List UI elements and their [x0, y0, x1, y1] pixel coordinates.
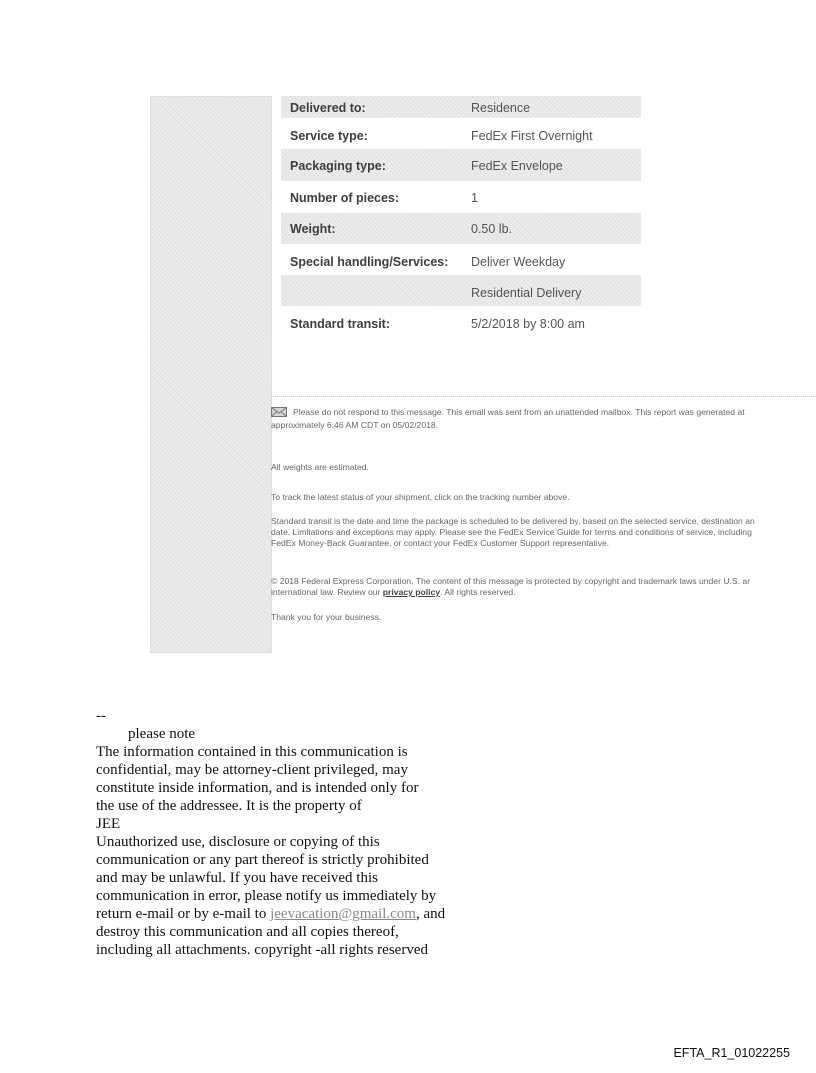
transit-line-1: Standard transit is the date and time the package is scheduled to be delivered by, based on the selected service, destination an: [271, 516, 755, 526]
confidentiality-notice: [96, 707, 496, 959]
detail-value: FedEx Envelope: [471, 159, 563, 173]
copyright-line-2: [271, 587, 816, 598]
left-shaded-column: [150, 96, 272, 653]
notice-line: communication in error, please notify us immediately by: [96, 888, 437, 904]
privacy-policy-link[interactable]: privacy policy: [382, 587, 441, 597]
detail-row-special-handling: [281, 244, 641, 275]
detail-row-standard-transit: [281, 306, 641, 338]
notice-text-2: approximately 6:46 AM CDT on 05/02/2018.: [271, 420, 439, 430]
notice-line: constitute inside information, and is intended only for: [96, 780, 419, 796]
notice-line: The information contained in this communication is: [96, 744, 408, 760]
detail-value: 5/2/2018 by 8:00 am: [471, 317, 585, 331]
email-prefix: return e-mail or by e-mail to: [96, 906, 271, 922]
detail-value: Deliver Weekday: [471, 255, 566, 269]
notice-line: Unauthorized use, disclosure or copying of this: [96, 834, 380, 850]
copyright-line-1: © 2018 Federal Express Corporation. The content of this message is protected by copyright and trademark laws under U.S. ar: [271, 576, 751, 586]
unattended-mailbox-notice: [271, 407, 816, 431]
notice-line: the use of the addressee. It is the property of: [96, 798, 362, 814]
transit-line-2: date. Limitations and exceptions may apply. Please see the FedEx Service Guide for terms and conditions of service, including: [271, 527, 752, 537]
detail-label: Service type:: [290, 129, 368, 143]
notice-line-email: [96, 905, 496, 923]
detail-label: Weight:: [290, 222, 336, 236]
detail-row-packaging-type: [281, 149, 641, 181]
detail-value: Residential Delivery: [471, 286, 582, 300]
divider: [271, 396, 816, 397]
thank-you-note: Thank you for your business.: [271, 612, 382, 622]
detail-value: Residence: [471, 101, 531, 115]
shipment-details-table: [281, 96, 641, 338]
notice-text-1: Please do not respond to this message. This email was sent from an unattended mailbox. This report was generated at: [293, 407, 745, 417]
detail-value: 1: [471, 191, 478, 205]
copyright-note: [271, 576, 816, 598]
notice-line: and may be unlawful. If you have received this: [96, 870, 378, 886]
notice-line: including all attachments. copyright -all rights reserved: [96, 942, 428, 958]
notice-line: destroy this communication and all copies thereof,: [96, 924, 399, 940]
notice-line: communication or any part thereof is strictly prohibited: [96, 852, 429, 868]
detail-label: Standard transit:: [290, 317, 391, 331]
notice-heading: please note: [128, 726, 196, 742]
detail-row-residential-delivery: [281, 275, 641, 306]
transit-line-3: FedEx Money-Back Guarantee, or contact your FedEx Customer Support representative.: [271, 538, 610, 548]
detail-row-delivered-to: [281, 96, 641, 118]
weights-note: All weights are estimated.: [271, 462, 369, 472]
notice-line: confidential, may be attorney-client privileged, may: [96, 762, 408, 778]
notice-line: JEE: [96, 816, 121, 832]
notice-line: [271, 407, 816, 420]
email-suffix: , and: [415, 906, 446, 922]
detail-value: FedEx First Overnight: [471, 129, 593, 143]
detail-row-service-type: [281, 118, 641, 149]
tracking-note: To track the latest status of your shipment, click on the tracking number above.: [271, 492, 570, 502]
detail-label: Packaging type:: [290, 159, 386, 173]
detail-row-weight: [281, 213, 641, 244]
transit-disclaimer: [271, 516, 816, 549]
copyright-text: international law. Review our: [271, 587, 383, 597]
envelope-icon: [271, 407, 287, 420]
detail-row-number-of-pieces: [281, 181, 641, 213]
detail-value: 0.50 lb.: [471, 222, 513, 236]
email-link[interactable]: jeevacation@gmail.com: [270, 906, 416, 922]
document-id: EFTA_R1_01022255: [673, 1046, 790, 1060]
detail-label: Special handling/Services:: [290, 255, 449, 269]
detail-label: Number of pieces:: [290, 191, 400, 205]
detail-label: Delivered to:: [290, 101, 366, 115]
signature-dashes: --: [96, 708, 106, 724]
copyright-text-end: . All rights reserved.: [440, 587, 516, 597]
